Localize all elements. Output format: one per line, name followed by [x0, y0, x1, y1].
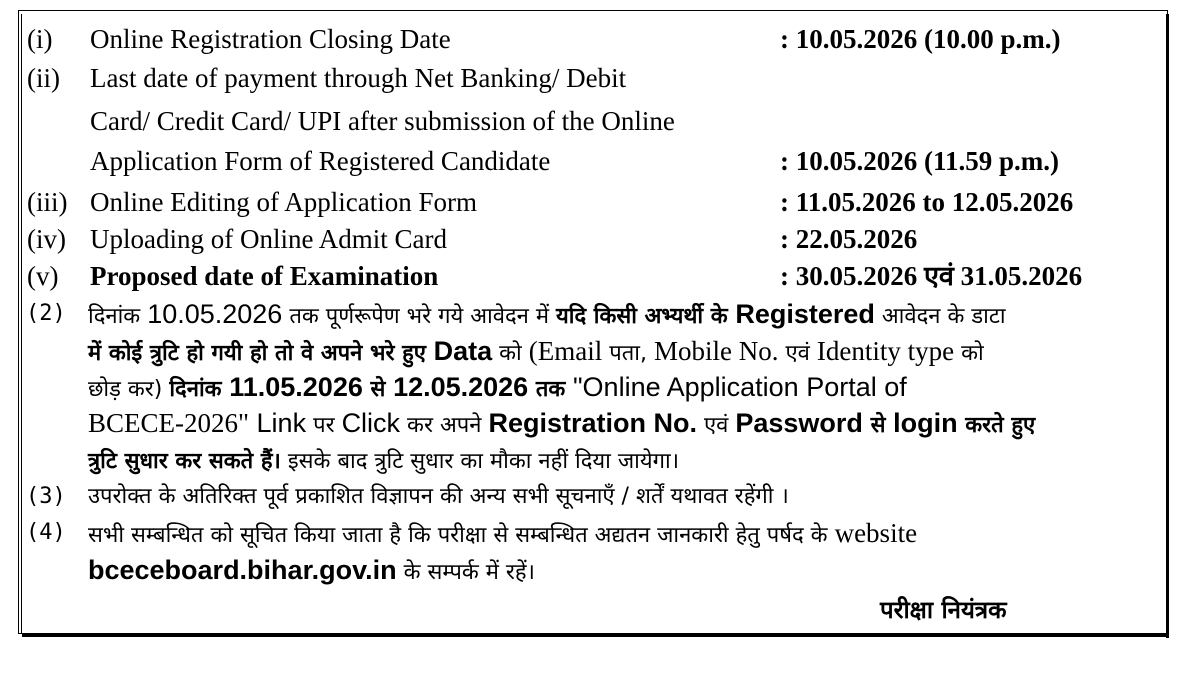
- text-segment: Identity type: [816, 336, 955, 366]
- para-text: [88, 336, 984, 369]
- para-text: [88, 372, 907, 405]
- text-segment: छोड़ कर): [88, 377, 170, 402]
- text-segment: त्रुटि सुधार कर सकते हैं।: [88, 449, 281, 474]
- row-number: (v): [27, 261, 59, 291]
- row-number: (iii): [27, 187, 68, 217]
- row-label: Proposed date of Examination: [90, 261, 439, 291]
- text-segment: कर अपने: [400, 413, 489, 438]
- text-segment: के सम्पर्क में रहें।: [396, 560, 535, 585]
- row-label: Card/ Credit Card/ UPI after submission of the Online: [90, 106, 675, 136]
- row-label: Online Registration Closing Date: [90, 24, 451, 54]
- website-link: bceceboard.bihar.gov.in: [88, 555, 397, 585]
- para-text: [88, 408, 1035, 441]
- para-text: [88, 555, 535, 588]
- text-segment: 10.05.2026: [147, 299, 283, 329]
- text-segment: एवं: [696, 413, 736, 438]
- text-segment: से: [862, 413, 894, 438]
- row-number: (iv): [27, 224, 66, 254]
- para-text: उपरोक्त के अतिरिक्त पूर्व प्रकाशित विज्ञापन की अन्य सभी सूचनाएँ / शर्तें यथावत रहेंगी ।: [88, 484, 789, 509]
- row-number: (ii): [27, 63, 60, 93]
- text-segment: सभी सम्बन्धित को सूचित किया जाता है कि परीक्षा से सम्बन्धित अद्यतन जानकारी हेतु पर्षद के: [88, 523, 835, 548]
- text-segment: Mobile No.: [653, 336, 779, 366]
- row-value: : 30.05.2026 एवं 31.05.2026: [780, 261, 1083, 291]
- text-segment: website: [834, 518, 918, 548]
- text-segment: आवेदन के डाटा: [874, 304, 1006, 329]
- text-segment: इसके बाद त्रुटि सुधार का मौका नहीं दिया जायेगा।: [280, 449, 680, 474]
- row-value: : 11.05.2026 to 12.05.2026: [780, 187, 1074, 217]
- frame-shadow-bottom: [22, 633, 1169, 637]
- text-segment: (Email: [528, 336, 603, 366]
- text-segment: Data: [433, 336, 493, 366]
- text-segment: 11.05.2026: [229, 372, 363, 402]
- row-label: Application Form of Registered Candidate: [90, 146, 551, 176]
- para-number: (3): [26, 484, 66, 509]
- text-segment: BCECE-2026": [88, 408, 250, 438]
- text-segment: करते हुए: [957, 413, 1036, 438]
- row-value: : 22.05.2026: [780, 224, 918, 254]
- para-text: [88, 299, 1006, 332]
- row-label: Uploading of Online Admit Card: [90, 224, 447, 254]
- text-segment: "Online Application Portal of: [572, 372, 907, 402]
- frame-shadow-right: [1166, 14, 1169, 638]
- text-segment: को: [954, 341, 984, 366]
- text-segment: दिनांक: [169, 377, 230, 402]
- text-segment: दिनांक: [88, 304, 148, 329]
- frame-left-rule: [21, 14, 22, 634]
- text-segment: को: [492, 341, 529, 366]
- text-segment: पर: [306, 413, 342, 438]
- row-number: (i): [27, 24, 53, 54]
- text-segment: Password: [735, 408, 863, 438]
- text-segment: Registered: [735, 299, 875, 329]
- text-segment: से: [362, 377, 394, 402]
- text-segment: तक: [528, 377, 573, 402]
- text-segment: तक पूर्णरूपेण भरे गये आवेदन में: [282, 304, 556, 329]
- text-segment: यदि किसी अभ्यर्थी के: [556, 304, 736, 329]
- text-segment: एवं: [778, 341, 817, 366]
- signature-controller-of-examinations: परीक्षा नियंत्रक: [880, 596, 1007, 624]
- para-text: [88, 518, 917, 551]
- text-segment: 12.05.2026: [393, 372, 529, 402]
- text-segment: Click: [341, 408, 401, 438]
- para-number: (2): [26, 301, 66, 326]
- para-text: [88, 445, 679, 477]
- text-segment: login: [893, 408, 958, 438]
- row-value: : 10.05.2026 (11.59 p.m.): [780, 146, 1059, 176]
- row-label: Online Editing of Application Form: [90, 187, 477, 217]
- text-segment: Registration No.: [488, 408, 697, 438]
- para-number: (4): [26, 520, 66, 545]
- row-label: Last date of payment through Net Banking/ Debit: [90, 63, 627, 93]
- text-segment: पता,: [602, 341, 654, 366]
- row-value: : 10.05.2026 (10.00 p.m.): [780, 24, 1061, 54]
- text-segment: Link: [249, 408, 307, 438]
- text-segment: में कोई त्रुटि हो गयी हो तो वे अपने भरे हुए: [88, 341, 434, 366]
